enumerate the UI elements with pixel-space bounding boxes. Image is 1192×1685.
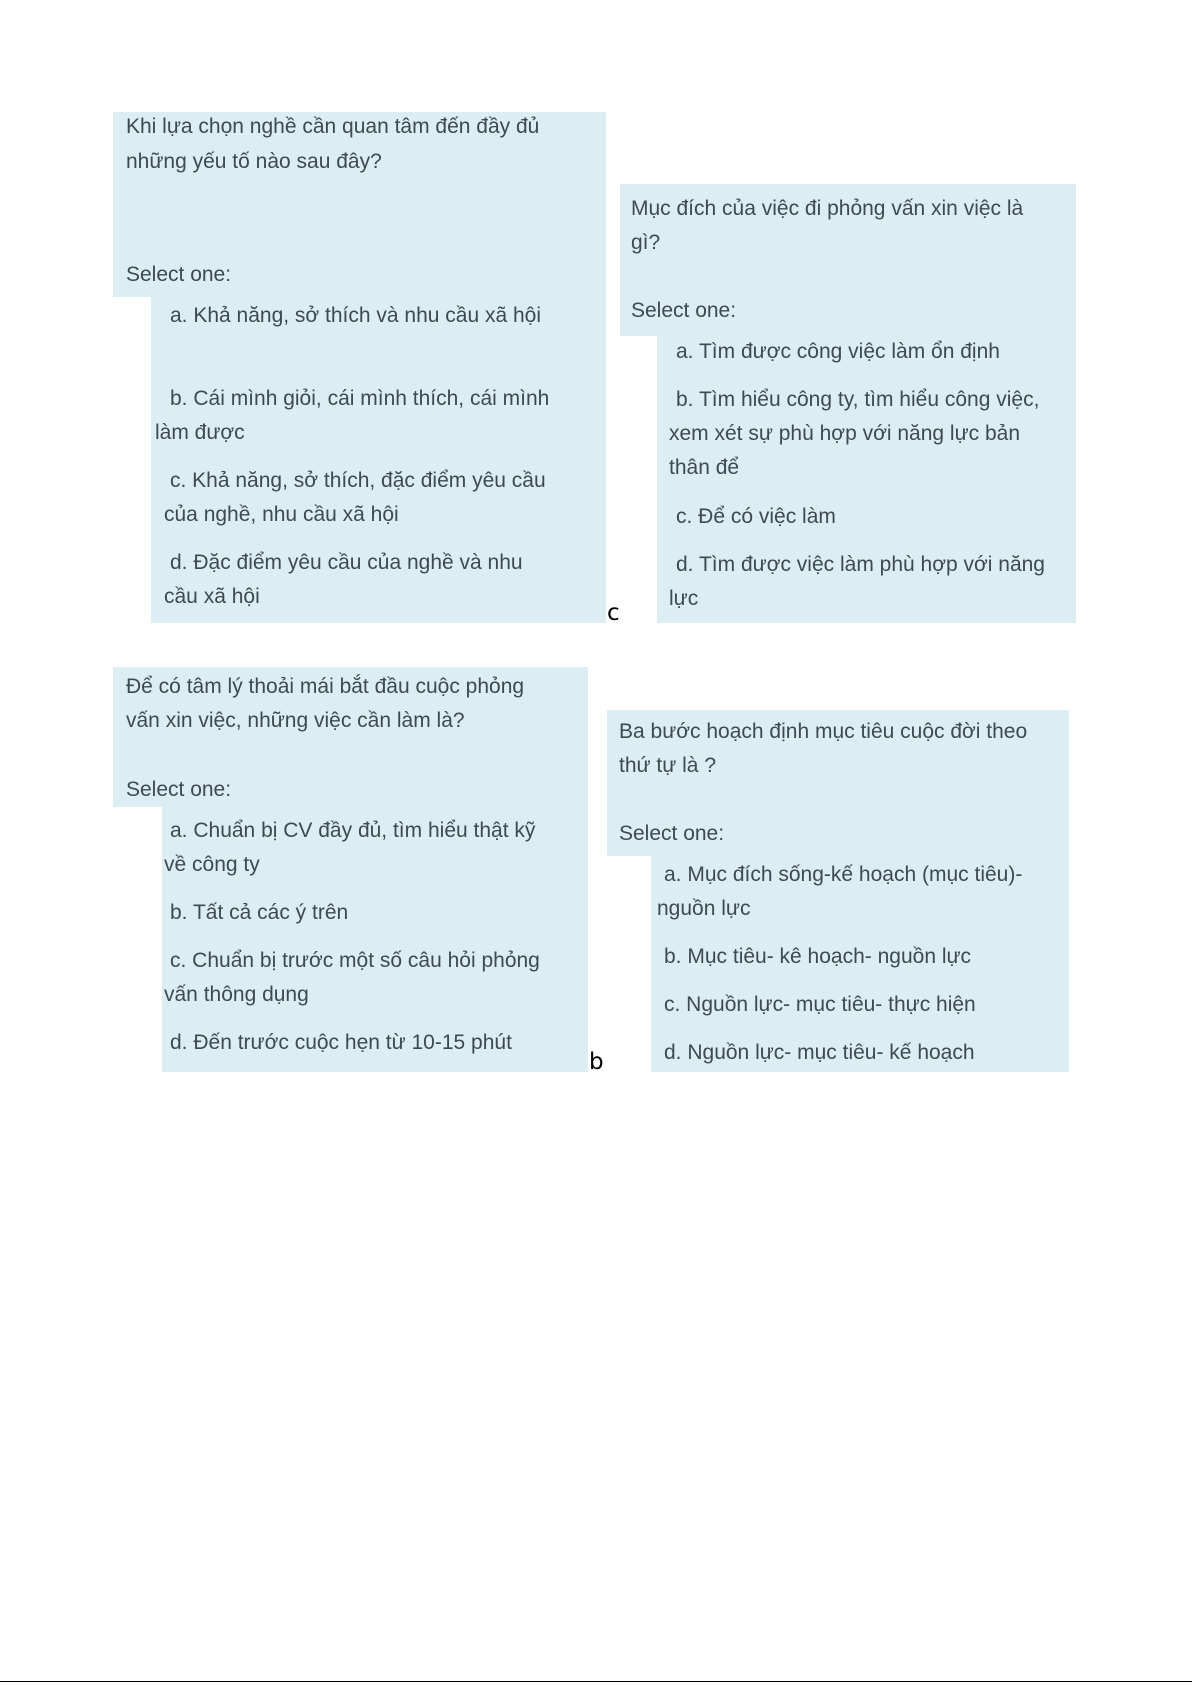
question-1-option-b-line-2[interactable]: làm được	[155, 421, 245, 444]
question-3-option-c-line-1[interactable]: c. Chuẩn bị trước một số câu hỏi phỏng	[170, 949, 540, 972]
question-2-option-d-line-1[interactable]: d. Tìm được việc làm phù hợp với năng	[676, 553, 1045, 576]
question-2-option-a[interactable]: a. Tìm được công việc làm ổn định	[676, 340, 1000, 363]
question-4-text-line-2: thứ tự là ?	[619, 754, 716, 777]
question-1-select-label: Select one:	[126, 263, 232, 286]
question-1-option-c-line-2[interactable]: của nghề, nhu cầu xã hội	[164, 503, 399, 526]
question-3-select-label: Select one:	[126, 778, 232, 801]
question-2-option-b-line-2[interactable]: xem xét sự phù hợp với năng lực bản	[669, 422, 1021, 445]
question-3-option-d[interactable]: d. Đến trước cuộc hẹn từ 10-15 phút	[170, 1031, 512, 1054]
question-1-text-line-1: Khi lựa chọn nghề cần quan tâm đến đầy đủ	[126, 115, 540, 138]
question-2-option-b-line-1[interactable]: b. Tìm hiểu công ty, tìm hiểu công việc,	[676, 388, 1040, 411]
question-4-select-label: Select one:	[619, 822, 725, 845]
question-2-text-line-1: Mục đích của việc đi phỏng vấn xin việc là	[631, 197, 1024, 220]
question-1-text-line-2: những yếu tố nào sau đây?	[126, 150, 382, 173]
question-1-option-b-line-1[interactable]: b. Cái mình giỏi, cái mình thích, cái mình	[170, 387, 550, 410]
question-4-option-a-line-2[interactable]: nguồn lực	[657, 897, 751, 920]
question-1-option-d-line-2[interactable]: cầu xã hội	[164, 585, 260, 608]
question-3-option-b[interactable]: b. Tất cả các ý trên	[170, 901, 349, 924]
question-4-option-b[interactable]: b. Mục tiêu- kê hoạch- nguồn lực	[664, 945, 972, 968]
question-1-option-c-line-1[interactable]: c. Khả năng, sở thích, đặc điểm yêu cầu	[170, 469, 546, 492]
question-3-option-a-line-1[interactable]: a. Chuẩn bị CV đầy đủ, tìm hiểu thật kỹ	[170, 819, 536, 842]
question-1-option-d-line-1[interactable]: d. Đặc điểm yêu cầu của nghề và nhu	[170, 551, 523, 574]
question-4-option-c[interactable]: c. Nguồn lực- mục tiêu- thực hiện	[664, 993, 976, 1016]
question-4-option-d[interactable]: d. Nguồn lực- mục tiêu- kế hoạch	[664, 1041, 975, 1064]
question-1-option-a[interactable]: a. Khả năng, sở thích và nhu cầu xã hội	[170, 304, 542, 327]
question-3-answer: b	[589, 1049, 604, 1075]
question-2-option-c[interactable]: c. Để có việc làm	[676, 505, 836, 528]
question-4-option-a-line-1[interactable]: a. Mục đích sống-kế hoạch (mục tiêu)-	[664, 863, 1023, 886]
question-2-option-d-line-2[interactable]: lực	[669, 587, 699, 610]
page-bottom-rule	[0, 1681, 1192, 1682]
question-1-answer: c	[607, 600, 620, 626]
question-3-option-c-line-2[interactable]: vấn thông dụng	[164, 983, 309, 1006]
question-2-option-b-line-3[interactable]: thân để	[669, 456, 740, 479]
question-2-select-label: Select one:	[631, 299, 737, 322]
question-3-text-line-2: vấn xin việc, những việc cần làm là?	[126, 709, 465, 732]
question-4-text-line-1: Ba bước hoạch định mục tiêu cuộc đời theo	[619, 720, 1028, 743]
question-2-text-line-2: gì?	[631, 231, 661, 254]
question-3-option-a-line-2[interactable]: về công ty	[164, 853, 260, 876]
question-3-text-line-1: Để có tâm lý thoải mái bắt đầu cuộc phỏng	[126, 675, 525, 698]
